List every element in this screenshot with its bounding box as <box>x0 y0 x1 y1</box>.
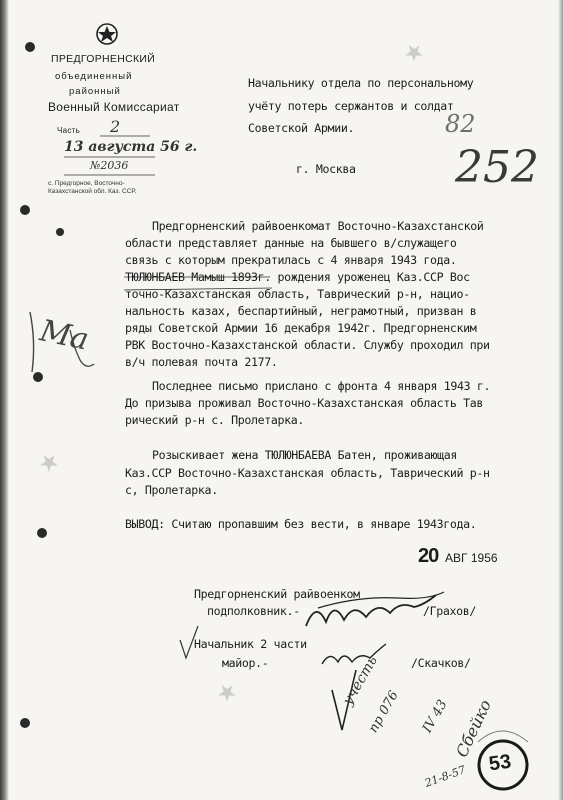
text-line: Последнее письмо прислано с фронта 4 января 1943 г. <box>152 379 491 393</box>
watermark-stamp: ★ <box>213 678 241 708</box>
margin-note: Ма <box>36 313 92 358</box>
text-line: нальность казах, беспартийный, неграмотный, призван в <box>125 304 477 318</box>
handwritten-note: пр 076 <box>366 688 402 736</box>
watermark-stamp: ★ <box>35 448 63 478</box>
signatory2-rank: майор.- <box>222 656 269 670</box>
archive-number-252: 252 <box>455 142 539 193</box>
text-line: ряды Советской Армии 16 декабря 1942г. Предгорненским <box>125 321 477 335</box>
addressee-line1: Начальнику отдела по персональному <box>248 76 474 90</box>
addressee-line3: Советской Армии. <box>248 121 355 135</box>
outgoing-date: 13 августа 56 г. <box>64 139 198 155</box>
text-line: Каз.ССР Восточно-Казахстанская область, Таврический р-н <box>125 466 490 480</box>
date-stamp-month-year: АВГ 1956 <box>445 551 498 565</box>
sender-line1: ПРЕДГОРНЕНСКИЙ <box>51 53 156 65</box>
signatory1-name: /Грахов/ <box>423 604 477 618</box>
part-number: 2 <box>110 117 121 136</box>
watermark-stamp: ★ <box>400 38 428 68</box>
part-label: Часть <box>57 126 81 135</box>
archive-number-82: 82 <box>445 110 476 138</box>
signatory2-position: Начальник 2 части <box>194 637 307 651</box>
handwritten-note: IV 43 <box>420 697 451 736</box>
text-line: РВК Восточно-Казахстанской области. Службу проходил при <box>125 338 490 352</box>
handwritten-note: 21-8-57 <box>423 763 468 790</box>
page-number: 53 <box>487 750 513 776</box>
handwritten-note: учесть <box>340 653 381 708</box>
sender-line3: районный <box>69 86 121 97</box>
sender-address: с. Предгорное, Восточно-Казахстанской обл. Каз. ССР. <box>48 180 137 195</box>
text-line: Розыскивает жена ТЮЛЮНБАЕВА Батен, проживающая <box>152 448 457 462</box>
sender-line2: объединенный <box>55 71 133 82</box>
sender-line4: Военный Комиссариат <box>48 100 180 114</box>
addressee-line2: учёту потерь сержантов и солдат <box>248 99 454 113</box>
text-line: связь с которым прекратилась с 4 января 1943 года. <box>125 253 457 267</box>
text-line: ТЮЛЮНБАЕВ Мамыш 1893г. рождения уроженец Каз.ССР Вос <box>125 270 470 284</box>
signatory1-rank: подполковник.- <box>207 604 300 618</box>
text-line: До призыва проживал Восточно-Казахстанская область Тав <box>125 396 484 410</box>
handwritten-note: Сбейко <box>452 696 495 761</box>
text-line: рический р-н с. Пролетарка. <box>125 413 305 427</box>
text-line: с, Пролетарка. <box>125 483 218 497</box>
text-line: Предгорненский райвоенкомат Восточно-Казахстанской <box>152 219 484 233</box>
text-line: точно-Казахстанская область, Таврический р-н, нацио- <box>125 287 470 301</box>
signatory2-name: /Скачков/ <box>411 656 471 670</box>
addressee-city: г. Москва <box>296 162 356 176</box>
text-line: области представляет данные на бывшего в/служащего <box>125 236 457 250</box>
outgoing-number: №2036 <box>90 159 129 172</box>
conclusion: ВЫВОД: Считаю пропавшим без вести, в январе 1943года. <box>125 517 477 531</box>
date-stamp-day: 20 <box>418 545 439 567</box>
text-line: в/ч полевая почта 2177. <box>125 355 278 369</box>
signatory1-position: Предгорненский райвоенком <box>194 587 360 601</box>
